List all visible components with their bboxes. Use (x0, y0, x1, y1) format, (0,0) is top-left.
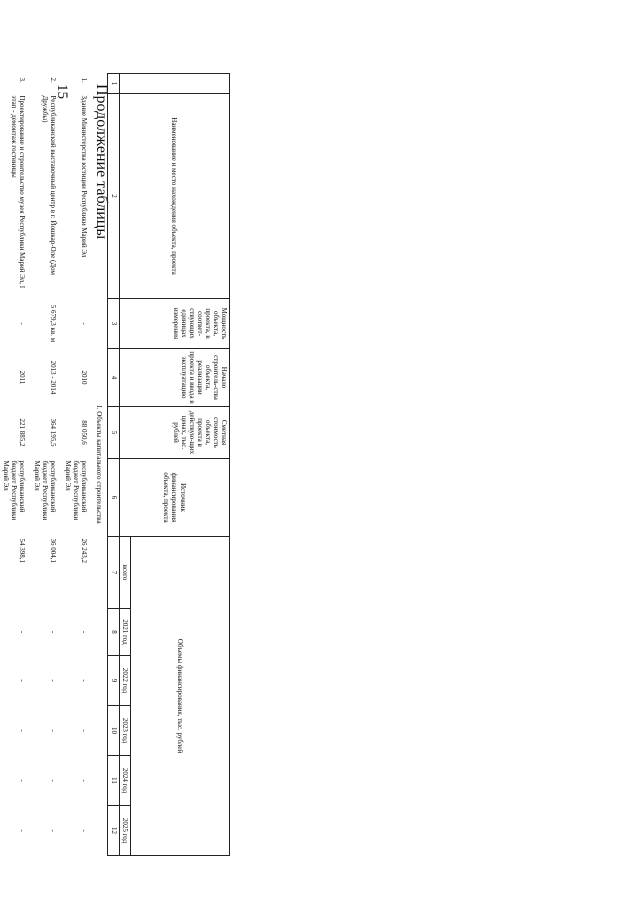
financing-table (0, 73, 230, 856)
header-funding: Объемы финансирования, тыс. рублей (131, 537, 230, 856)
table-continuation-caption: Продолжение таблицы (93, 84, 110, 240)
source-cell: республиканский бюджет Республики Марий Эл (32, 460, 57, 521)
table-row (29, 74, 60, 856)
total-cell: 54 398,1 (17, 538, 26, 563)
start-cell: 2010 (79, 370, 88, 385)
year-2021-cell: - (17, 630, 26, 634)
year-2024-cell: - (17, 779, 26, 782)
column-number-row (107, 74, 119, 856)
section-title: I. Объекты капитального строительства (94, 405, 103, 524)
capacity-cell: - (17, 322, 26, 325)
year-2024-cell: - (79, 779, 88, 782)
column-number: 9 (107, 656, 119, 706)
source-cell: республиканский бюджет Республики Марий Эл (1, 460, 26, 521)
column-number: 1 (107, 74, 119, 94)
header-year-2024: 2024 год (119, 756, 130, 806)
header-total: всего (119, 537, 130, 609)
year-2021-cell: - (48, 630, 57, 634)
header-year-2023: 2023 год (119, 706, 130, 756)
object-name: Республиканский выставочный центр в г. Йошкар-Оле (Дом Дружбы) (40, 95, 57, 275)
column-number: 12 (107, 806, 119, 856)
total-cell: 36 004,1 (48, 538, 57, 563)
year-2025-cell: - (48, 829, 57, 832)
column-number: 6 (107, 459, 119, 537)
header-year-2022: 2022 год (119, 656, 130, 706)
header-name: Наименование и место нахождения объекта, проекта (119, 94, 229, 299)
row-number: 3. (17, 77, 26, 83)
column-number: 10 (107, 706, 119, 756)
object-name: Здание Министерства юстиции Республики Марий Эл (79, 95, 88, 258)
row-number: 1. (79, 77, 88, 83)
object-name: Проектирование и строительство музея Республики Марий Эл, I этап - демонтаж гостиницы (9, 95, 26, 289)
year-2024-cell: - (48, 779, 57, 782)
cost-cell: 221 885,2 (17, 418, 26, 447)
capacity-cell: 5 679,3 кв. м (48, 304, 57, 343)
year-2025-cell: - (79, 829, 88, 832)
row-number: 2. (48, 77, 57, 83)
year-2023-cell: - (48, 729, 57, 732)
column-number: 4 (107, 349, 119, 407)
table-body (91, 74, 108, 856)
table-row (60, 74, 91, 856)
table-row (0, 74, 29, 856)
column-number: 5 (107, 407, 119, 459)
table-rows (0, 74, 91, 856)
year-2022-cell: - (48, 679, 57, 682)
cost-cell: 88 050,6 (79, 420, 88, 445)
column-number: 2 (107, 94, 119, 299)
header-cost: Сметная стоимость объекта, проекта в действую-щих ценах, тыс. рублей (119, 407, 229, 459)
capacity-cell: - (79, 322, 88, 325)
year-2022-cell: - (79, 679, 88, 682)
column-number: 3 (107, 299, 119, 349)
page-number: 15 (54, 84, 70, 99)
header-capacity: Мощность объекта, проекта, в соответ-ствующих единицах измерения (119, 299, 229, 349)
start-cell: 2011 (17, 370, 26, 385)
column-number: 8 (107, 609, 119, 656)
source-cell: республиканский бюджет Республики Марий Эл (63, 460, 88, 521)
cost-cell: 364 195,5 (48, 418, 57, 447)
header-start: Начало строитель-ства объекта, реализации проекта и ввода в эксплуатацию (119, 349, 229, 407)
column-number: 11 (107, 756, 119, 806)
year-2023-cell: - (79, 729, 88, 732)
table-header (107, 74, 229, 856)
year-2023-cell: - (17, 729, 26, 732)
column-number: 7 (107, 537, 119, 609)
total-cell: 26 243,2 (79, 538, 88, 563)
year-2022-cell: - (17, 679, 26, 682)
start-cell: 2013 - 2014 (48, 360, 57, 395)
year-2025-cell: - (17, 829, 26, 832)
section-row (91, 74, 108, 856)
header-index (119, 74, 229, 94)
header-source: Источник финансирования объекта, проекта (119, 459, 229, 537)
header-year-2021: 2021 год (119, 609, 130, 656)
header-year-2025: 2025 год (119, 806, 130, 856)
year-2021-cell: - (79, 630, 88, 634)
